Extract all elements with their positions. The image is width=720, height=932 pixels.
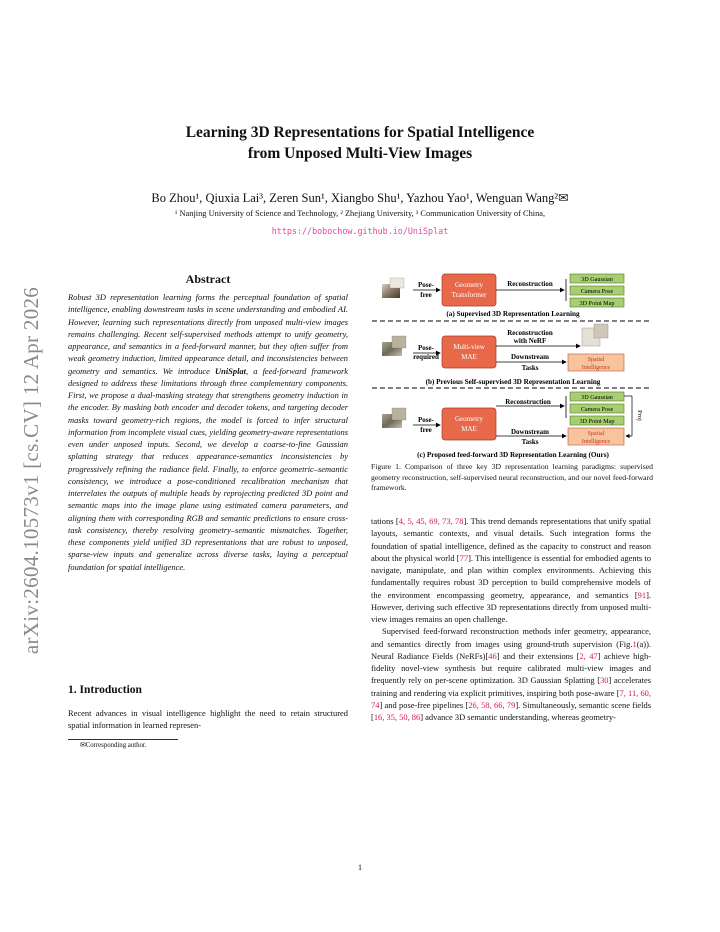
paragraph: tations [4, 5, 45, 69, 73, 78]. This trend demands representations that unify spatial layouts, semantic contexts, and visual details. Such integration forms the foundation of spatial intelligence, defined as the capacity to construct and reason about the physical world [77]. This intelligence is essential for embodied agents to navigate, manipulate, and plan within complex environments. Achieving this fundamentally requires robust 3D perception to build comprehensive models of the environment encompassing geometry, appearance, and semantics [91]. However, deriving such effective 3D representations directly from unposed multi-view images remains an open challenge.: [371, 516, 651, 624]
intro-heading: 1. Introduction: [68, 684, 142, 696]
paragraph: Supervised feed-forward reconstruction methods infer geometry, appearance, and semantics directly from images using ground-truth supervision (Fig.1(a)). Neural Radiance Fields (NeRFs)[46] and their extensions [2, 47] achieve high-fidelity novel-view synthesis but require calibrated multi-view images and frequently rely on per-scene optimization. 3D Gaussian Splatting [30] accelerates training and rendering via explicit primitives, inspiring both pose-aware [7, 11, 60, 74] and pose-free pipelines [26, 58, 66, 79]. Simultaneously, semantic scene fields [16, 35, 50, 86] advance 3D semantic understanding, whereas geometry-: [371, 626, 652, 722]
model-label: Multi-view: [453, 343, 485, 351]
input-image: [390, 278, 404, 288]
abstract-heading: Abstract: [185, 272, 231, 286]
citation-link[interactable]: 4, 5, 45, 69, 73, 78: [398, 516, 464, 526]
citation-link[interactable]: 16, 35, 50, 86: [373, 712, 421, 722]
page-number: 1: [357, 862, 363, 872]
intro-text-right: [371, 515, 651, 723]
input-image: [392, 408, 406, 420]
output-label: Intelligence: [581, 365, 611, 371]
output-label: Camera Pose: [580, 288, 614, 295]
input-label: Pose-: [418, 281, 434, 289]
panel-caption: (a) Supervised 3D Representation Learning: [446, 310, 580, 318]
model-box: [442, 408, 496, 440]
output-label: 3D Gaussian: [581, 394, 613, 401]
abstract-text: Robust 3D representation learning forms the perceptual foundation of spatial intelligence, enabling downstream tasks in scene understanding and embodied AI. However, learning such representations directly from unposed multi-view images remains challenging. Recent self-supervised methods attempt to unify geometry, appearance, and semantics in a feed-forward manner, but they often suffer from weak geometry induction, limited appearance detail, and inconsistencies between geometry and semantics. We introduce UniSplat, a feed-forward framework designed to address these limitations through three complementary components. First, we propose a dual-masking strategy that strengthens geometry induction in the encoder. By masking both encoder and decoder tokens, and targeting decoder masks toward geometry-rich regions, the model is forced to infer structural information from incomplete visual cues, yielding geometry-aware representations even under unposed inputs. Second, we develop a coarse-to-fine Gaussian splatting strategy that reduces appearance-semantics inconsistencies by progressively refining the radiance field. Finally, to enforce geometric–semantic consistency, we introduce a pose-conditioned recalibration mechanism that interrelates the outputs of multiple heads by reprojecting predicted 3D point and semantic maps into the image plane using estimated camera parameters, and aligning them with corresponding RGB and semantic predictions to ensure cross-task consistency, thereby resolving geometry–semantic mismatches. Together, these components yield unified 3D representations that are robust to unposed, sparse-view inputs and generalize across diverse tasks, laying a perceptual foundation for spatial intelligence.: [68, 292, 348, 572]
render-image: [594, 324, 608, 338]
input-label: Pose-: [418, 416, 434, 424]
citation-link[interactable]: 46: [488, 650, 497, 661]
output-label: Intelligence: [581, 439, 611, 445]
input-label: free: [420, 291, 432, 299]
model-label: Transformer: [451, 291, 487, 299]
panel-c: [382, 392, 643, 459]
model-box: [442, 274, 496, 306]
title-line-1: Learning 3D Representations for Spatial Intelligence: [185, 124, 535, 141]
affiliations: ¹ Nanjing University of Science and Technology, ² Zhejiang University, ³ Communication University of China,: [174, 209, 546, 218]
arxiv-identifier: arXiv:2604.10573v1 [cs.CV] 12 Apr 2026: [19, 286, 44, 654]
output-label: 3D Point Map: [579, 300, 615, 307]
citation-link[interactable]: 26, 58, 66, 79: [468, 699, 516, 710]
model-label: MAE: [461, 353, 477, 361]
figure-1: [368, 264, 658, 460]
author-list: Bo Zhou¹, Qiuxia Lai³, Zeren Sun¹, Xiangbo Shu¹, Yazhou Yao¹, Wenguan Wang²✉: [151, 191, 569, 205]
panel-a: [382, 274, 624, 318]
title-line-2: from Unposed Multi-View Images: [247, 145, 473, 162]
method-name: UniSplat: [215, 365, 246, 376]
input-label: free: [420, 426, 432, 434]
arrow-label: Reconstruction: [507, 280, 553, 288]
paper-title: [80, 122, 640, 164]
citation-link[interactable]: 2, 47: [579, 650, 598, 661]
input-image: [392, 336, 406, 348]
arrow-label: Reconstruction: [507, 329, 553, 337]
output-label: 3D Gaussian: [581, 276, 613, 283]
model-box: [442, 336, 496, 368]
project-link[interactable]: https://bobochow.github.io/UniSplat: [271, 226, 449, 236]
arrow-label: Downstream: [511, 353, 549, 361]
panel-caption: (b) Previous Self-supervised 3D Representation Learning: [425, 378, 601, 386]
intro-text: Recent advances in visual intelligence highlight the need to retain structured spatial information in learned represen-: [68, 708, 348, 731]
citation-link[interactable]: 30: [600, 675, 609, 686]
arrow-label: with NeRF: [513, 337, 547, 345]
model-label: Geometry: [455, 281, 483, 289]
output-label: Camera Pose: [580, 406, 614, 413]
panel-caption: (c) Proposed feed-forward 3D Representation Learning (Ours): [417, 451, 609, 459]
output-label: Spatial: [587, 431, 605, 437]
figure-caption: Figure 1. Comparison of three key 3D representation learning paradigms: supervised geometry reconstruction, self-supervised neural reconstruction, and our novel feed-forward framework.: [371, 462, 653, 492]
citation-link[interactable]: 77: [459, 552, 469, 563]
arrow-label: Tasks: [521, 438, 539, 446]
figure-link[interactable]: 1: [632, 638, 637, 649]
input-label: Pose-: [418, 344, 434, 352]
input-label: required: [413, 353, 439, 361]
citation-link[interactable]: 91: [637, 589, 647, 600]
proj-label: Proj: [636, 410, 643, 421]
arrow-label: Reconstruction: [505, 398, 551, 406]
output-label: Spatial: [587, 357, 605, 363]
citation-link[interactable]: 7, 11, 60, 74: [371, 687, 651, 710]
model-label: MAE: [461, 425, 477, 433]
arrow-label: Downstream: [511, 428, 549, 436]
output-label: 3D Point Map: [579, 418, 615, 425]
arrow-label: Tasks: [521, 364, 539, 372]
footnote-rule: [68, 739, 178, 740]
footnote: ✉Corresponding author.: [80, 742, 147, 749]
model-label: Geometry: [455, 415, 483, 423]
panel-b: [382, 324, 624, 386]
